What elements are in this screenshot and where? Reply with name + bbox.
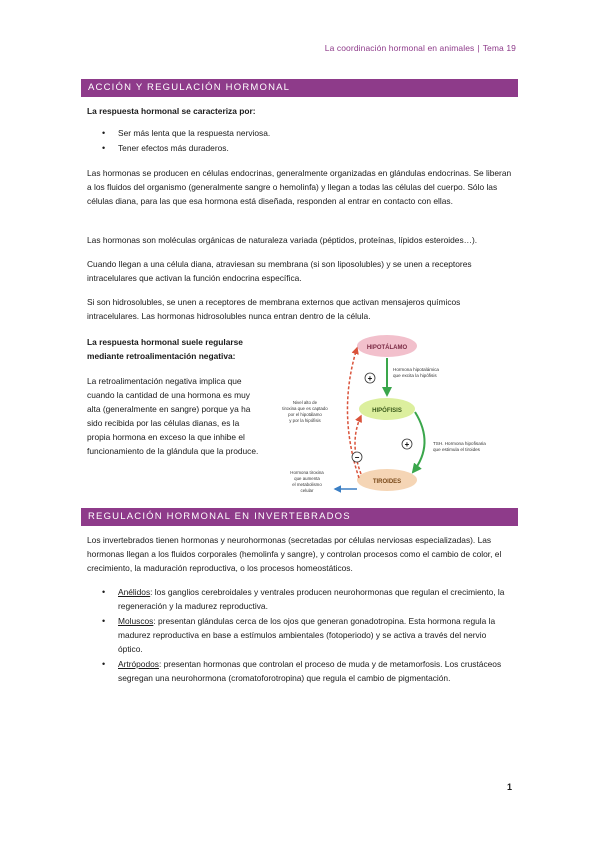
hipofisis-label: HIPÓFISIS — [372, 408, 402, 414]
tsh-line1: TSH. Hormona hipofisaria — [433, 441, 486, 446]
tiroxina-line4: celular — [300, 488, 314, 493]
term-text: : los ganglios cerebroidales y ventrales producen neurohormonas que regulan el crecimiento, la regeneración y la madurez reproductiva. — [118, 587, 505, 611]
plus-sign: + — [404, 440, 410, 449]
tiroxina-line2: que aumenta — [294, 476, 320, 481]
feedback-intro: La respuesta hormonal suele regularse mediante retroalimentación negativa: — [87, 337, 243, 361]
nivel-line1: Nivel alto de — [292, 400, 318, 405]
header-title: La coordinación hormonal en animales — [324, 43, 475, 53]
paragraph: Las hormonas son moléculas orgánicas de naturaleza variada (péptidos, proteínas, lípidos esteroides…). — [87, 235, 478, 245]
term: Artrópodos — [118, 659, 159, 669]
list-item: • Tener efectos más duraderos. — [100, 141, 510, 155]
intro-text: La respuesta hormonal se caracteriza por: — [87, 106, 256, 116]
paragraph: Si son hidrosolubles, se unen a receptores de membrana externos que activan mensajeros químicos intracelulares. Las hormonas hidrosolubles nunca entran dentro de la célula. — [87, 297, 461, 321]
header-tema: Tema 19 — [482, 43, 516, 53]
tiroides-label: TIROIDES — [372, 479, 402, 485]
paragraph: Cuando llegan a una célula diana, atraviesan su membrana (si son liposolubles) y se unen a receptores intracelulares que activan la función endocrina específica. — [87, 259, 472, 283]
plus-sign: + — [367, 374, 373, 383]
list-item — [100, 657, 510, 685]
running-header: La coordinación hormonal en animales | Tema 19 — [324, 43, 516, 53]
page-number: 1 — [506, 782, 512, 792]
list-item — [100, 585, 510, 613]
section-heading-accion: ACCIÓN Y REGULACIÓN HORMONAL — [81, 79, 518, 97]
section-heading-invertebrados: REGULACIÓN HORMONAL EN INVERTEBRADOS — [81, 508, 518, 526]
hipotalamo-label: HIPOTÁLAMO — [366, 345, 408, 351]
tiroxina-line3: el metabolismo — [292, 482, 322, 487]
characteristics-list — [100, 126, 510, 156]
hip-hormone-line2: que excita la hipófisis — [393, 373, 437, 378]
nivel-line3: por el hipotálamo — [288, 412, 322, 417]
tiroxina-line1: Hormona tiroxina — [290, 470, 324, 475]
feedback-explanation: La retroalimentación negativa implica que cuando la cantidad de una hormona es muy alta (generalmente en sangre) porque ya ha sido recibida por las células dianas, es la propia hormona en exceso la que inhibe el funcionamiento de la glándula que la produce. — [87, 376, 259, 456]
arrow-hipofisis-to-tiroides — [413, 412, 425, 472]
tsh-line2: que estimula el tiroides — [433, 447, 480, 452]
feedback-diagram — [275, 332, 515, 500]
term: Moluscos — [118, 616, 154, 626]
invertebrates-list — [100, 585, 510, 686]
hip-hormone-line1: Hormona hipotalámica — [393, 367, 439, 372]
term-text: : presentan glándulas cerca de los ojos que generan gonadotropina. Esta hormona regula la madurez reproductiva en base a estímulos ambientales (fotoperiodo) y se activa a través del nervio óptico. — [118, 616, 496, 654]
paragraph: Los invertebrados tienen hormonas y neurohormonas (secretadas por células nerviosas especializadas). Las hormonas llegan a los fluidos corporales (hemolinfa y sangre), y controlan procesos como el cambio de color, el crecimiento, la maduración reproductiva, o los procesos homeostáticos. — [87, 535, 502, 573]
nivel-line2: tiroxina que es captado — [282, 406, 328, 411]
arrow-feedback-hipofisis — [355, 416, 361, 474]
list-item: • Ser más lenta que la respuesta nerviosa. — [100, 126, 510, 140]
term: Anélidos — [118, 587, 151, 597]
term-text: : presentan hormonas que controlan el proceso de muda y de metamorfosis. Los crustáceos segregan una neurohormona (cromatoforotropina) que regula el cambio de pigmentación. — [118, 659, 502, 683]
paragraph: Las hormonas se producen en células endocrinas, generalmente organizadas en glándulas endocrinas. Se liberan a los fluidos del organismo (generalmente sangre o hemolinfa) y llegan a todas las células del cuerpo. Sólo las células diana, para las que esa hormona está diseñada, responden al entrar en contacto con ellas. — [87, 168, 512, 206]
minus-sign: − — [354, 453, 360, 462]
nivel-line4: y por la hipófisis — [289, 418, 321, 423]
list-item — [100, 614, 510, 656]
